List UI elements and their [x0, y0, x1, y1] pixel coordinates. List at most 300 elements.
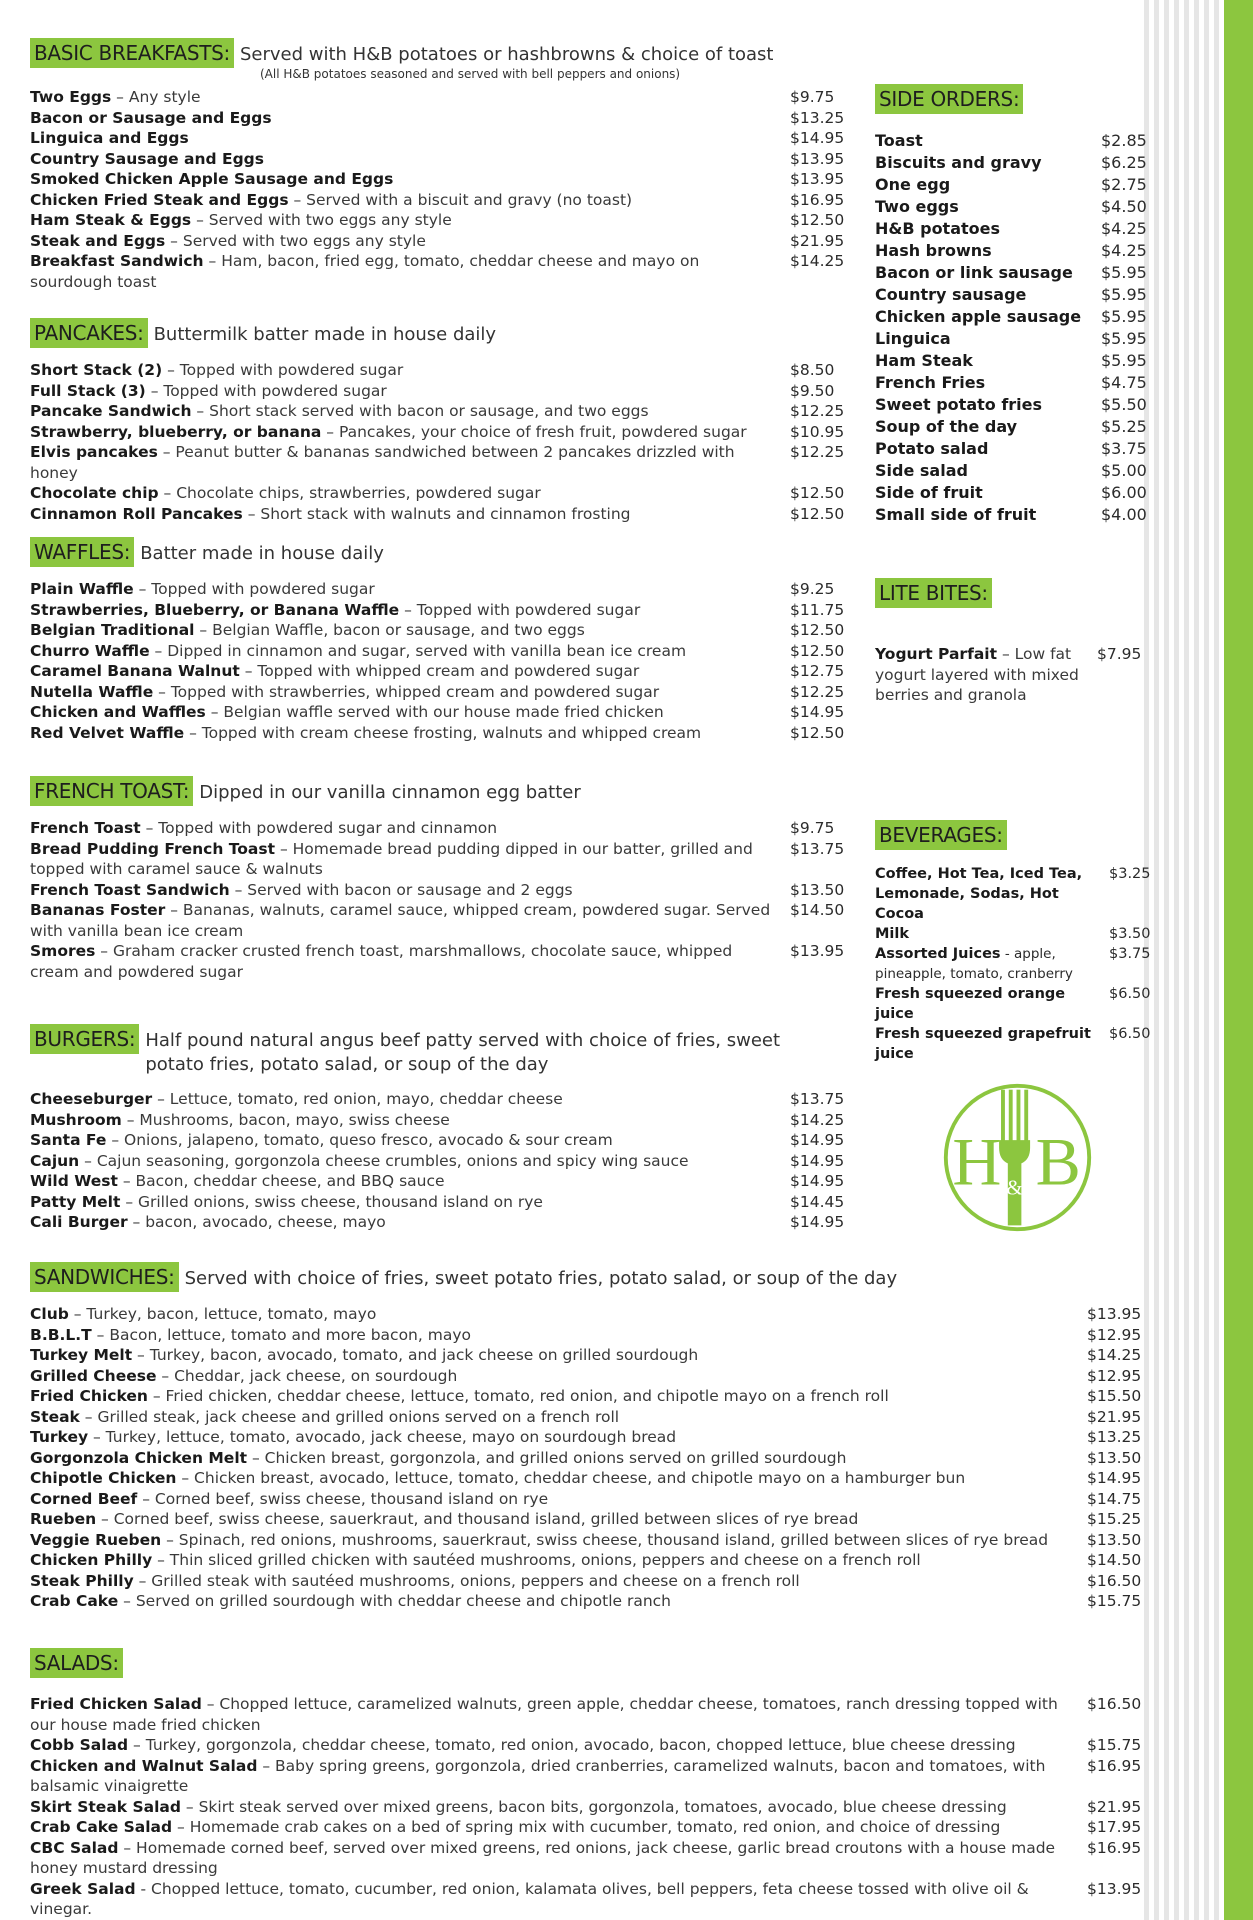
item-description: – Peanut butter & bananas sandwiched between 2 pancakes drizzled with honey	[30, 443, 735, 482]
menu-item	[30, 422, 848, 443]
item-text	[875, 924, 1095, 944]
item-description: – Chocolate chips, strawberries, powdered sugar	[158, 484, 541, 502]
item-price: $5.50	[1101, 395, 1147, 414]
item-name: Chicken Fried Steak and Eggs	[30, 190, 289, 209]
item-description: – Belgian waffle served with our house made fried chicken	[205, 703, 664, 721]
menu-item	[30, 818, 848, 839]
item-name: Ham Steak & Eggs	[30, 211, 192, 229]
item-description: – Grilled onions, swiss cheese, thousand island on rye	[120, 1192, 543, 1211]
item-description: – Topped with powdered sugar	[145, 381, 387, 400]
item-price: $14.45	[790, 1192, 845, 1211]
menu-list	[30, 579, 848, 743]
item-price: $4.00	[1101, 505, 1147, 524]
item-name: Soup of the day	[875, 417, 1018, 436]
section-title: SALADS:	[30, 1648, 123, 1678]
item-text	[30, 190, 790, 211]
item-text	[30, 1530, 1087, 1551]
item-name: Greek Salad	[30, 1879, 136, 1898]
item-name: Club	[30, 1305, 69, 1323]
item-name: Turkey Melt	[30, 1346, 133, 1364]
menu-item	[30, 1448, 1145, 1469]
item-name: Milk	[875, 926, 910, 942]
item-price: $12.25	[790, 682, 845, 701]
item-name: Coffee, Hot Tea, Iced Tea, Lemonade, Sodas, Hot Cocoa	[875, 866, 1083, 922]
item-text	[30, 818, 790, 839]
item-text	[875, 984, 1095, 1024]
item-price: $14.95	[790, 1131, 845, 1149]
section-title: SANDWICHES:	[30, 1262, 179, 1292]
item-text	[30, 620, 790, 641]
item-name: Small side of fruit	[875, 505, 1037, 524]
item-name: Potato salad	[875, 439, 989, 458]
item-name: Nutella Waffle	[30, 682, 154, 701]
item-price: $9.25	[790, 580, 835, 598]
item-name: Grilled Cheese	[30, 1366, 157, 1385]
beverage-item	[875, 944, 1155, 984]
item-price: $16.50	[1087, 1695, 1142, 1713]
item-price: $12.50	[790, 621, 845, 639]
sandwiches-section	[30, 1262, 1145, 1612]
item-price: $12.50	[790, 504, 845, 523]
item-price: $15.75	[1087, 1592, 1142, 1610]
menu-item	[30, 1817, 1145, 1838]
item-text	[30, 251, 790, 292]
menu-item	[30, 702, 848, 723]
item-description: – Short stack served with bacon or sausage, and two eggs	[191, 402, 649, 420]
item-price: $21.95	[790, 231, 845, 250]
item-description: – Topped with powdered sugar	[133, 580, 375, 598]
section-subtitle: Served with choice of fries, sweet potato fries, potato salad, or soup of the day	[184, 1268, 898, 1289]
item-text	[30, 723, 790, 744]
item-name: Chicken and Walnut Salad	[30, 1756, 258, 1775]
item-text	[30, 1089, 790, 1110]
item-text	[30, 1345, 1087, 1366]
item-text	[30, 1130, 790, 1151]
menu-item	[30, 231, 848, 252]
item-price: $4.25	[1101, 241, 1147, 260]
item-text	[30, 1838, 1087, 1879]
item-price: $12.95	[1087, 1325, 1142, 1344]
section-subtitle: Served with H&B potatoes or hashbrowns & choice of toast	[239, 44, 774, 65]
item-name: Elvis pancakes	[30, 443, 158, 461]
menu-item	[30, 1304, 1145, 1325]
section-title: BURGERS:	[30, 1024, 139, 1054]
item-text	[30, 941, 790, 982]
item-price: $14.95	[790, 1172, 845, 1190]
item-price: $6.00	[1101, 483, 1147, 502]
item-price: $13.95	[1087, 1305, 1142, 1323]
item-description: – Cajun seasoning, gorgonzola cheese crumbles, onions and spicy wing sauce	[79, 1151, 689, 1170]
item-description: – Served on grilled sourdough with cheddar cheese and chipotle ranch	[118, 1592, 672, 1610]
item-text	[30, 1509, 1087, 1530]
menu-item	[30, 682, 848, 703]
item-description: – Grilled steak, jack cheese and grilled onions served on a french roll	[79, 1407, 620, 1426]
menu-item	[30, 1345, 1145, 1366]
item-price: $16.95	[1087, 1838, 1142, 1857]
item-description: – Chicken breast, avocado, lettuce, tomato, cheddar cheese, and chipotle mayo on a hamburger bun	[176, 1469, 966, 1487]
item-price: $9.75	[790, 88, 835, 106]
salads-section	[30, 1648, 1145, 1920]
item-description: – Turkey, bacon, lettuce, tomato, mayo	[68, 1305, 377, 1323]
menu-item	[30, 880, 848, 901]
menu-item	[30, 1509, 1145, 1530]
item-price: $13.75	[790, 1090, 845, 1108]
item-description: – Homemade corned beef, served over mixed greens, red onions, jack cheese, garlic bread croutons with a house made honey mustard dressing	[30, 1838, 1056, 1877]
item-text	[30, 401, 790, 422]
side-item	[875, 328, 1155, 350]
item-price: $12.50	[790, 211, 845, 229]
item-text	[30, 87, 790, 108]
item-name: Country Sausage and Eggs	[30, 149, 264, 168]
item-price: $13.25	[1087, 1428, 1142, 1446]
menu-item	[30, 210, 848, 231]
item-name: Smores	[30, 942, 96, 960]
item-description: – Belgian Waffle, bacon or sausage, and two eggs	[194, 621, 585, 639]
item-text	[30, 149, 790, 170]
item-name: Fried Chicken	[30, 1387, 148, 1405]
item-text	[30, 210, 790, 231]
item-name: Side of fruit	[875, 483, 983, 502]
item-text	[30, 1366, 1087, 1387]
item-price: $2.75	[1101, 175, 1147, 194]
item-text	[30, 1489, 1087, 1510]
item-price: $14.25	[1087, 1346, 1142, 1364]
item-name: Hash browns	[875, 241, 992, 260]
item-name: Caramel Banana Walnut	[30, 662, 240, 680]
item-price: $14.50	[1087, 1551, 1142, 1569]
waffles-section	[30, 537, 848, 743]
item-description: – Bananas, walnuts, caramel sauce, whipped cream, powdered sugar. Served with vanilla bean ice cream	[30, 901, 771, 940]
menu-item	[30, 1591, 1145, 1612]
item-price: $13.95	[790, 149, 845, 168]
item-text	[30, 1212, 790, 1233]
item-text	[30, 900, 790, 941]
menu-item	[30, 1797, 1145, 1818]
side-item	[875, 350, 1155, 372]
item-name: One egg	[875, 175, 951, 194]
section-title: WAFFLES:	[30, 537, 134, 567]
item-description: – Spinach, red onions, mushrooms, sauerkraut, swiss cheese, thousand island, grilled between slices of rye bread	[161, 1530, 1049, 1549]
section-title: FRENCH TOAST:	[30, 776, 193, 806]
item-text	[30, 231, 790, 252]
section-title: LITE BITES:	[875, 578, 992, 608]
item-name: Plain Waffle	[30, 580, 134, 598]
item-price: $14.25	[790, 1110, 845, 1129]
menu-item	[30, 504, 848, 525]
item-description: – Short stack with walnuts and cinnamon frosting	[242, 504, 631, 523]
item-price: $15.25	[1087, 1510, 1142, 1528]
item-description: - Chopped lettuce, tomato, cucumber, red onion, kalamata olives, bell peppers, feta cheese tossed with olive oil & vinegar.	[30, 1879, 1029, 1918]
item-name: Pancake Sandwich	[30, 402, 192, 420]
item-description: – bacon, avocado, cheese, mayo	[127, 1213, 386, 1231]
item-name: Crab Cake Salad	[30, 1818, 173, 1836]
item-price: $11.75	[790, 600, 845, 619]
menu-item	[30, 1366, 1145, 1387]
menu-item	[30, 900, 848, 941]
item-description: – Served with bacon or sausage and 2 eggs	[229, 880, 573, 899]
item-description: – Ham, bacon, fried egg, tomato, cheddar cheese and mayo on sourdough toast	[30, 252, 700, 291]
item-text	[30, 128, 790, 149]
item-name: Sweet potato fries	[875, 395, 1043, 414]
item-name: B.B.L.T	[30, 1325, 92, 1344]
item-name: Fresh squeezed grapefruit juice	[875, 1026, 1091, 1062]
menu-item	[30, 169, 848, 190]
item-name: Breakfast Sandwich	[30, 252, 204, 270]
item-description: – Bacon, cheddar cheese, and BBQ sauce	[117, 1172, 445, 1190]
item-description: – Homemade crab cakes on a bed of spring mix with cucumber, tomato, red onion, and choice of dressing	[172, 1818, 1001, 1836]
burgers-section	[30, 1024, 848, 1233]
item-price: $12.25	[790, 402, 845, 420]
side-item	[875, 196, 1155, 218]
item-description: – Served with two eggs any style	[191, 211, 452, 229]
item-price: $14.95	[790, 1213, 845, 1231]
menu-item	[30, 641, 848, 662]
item-text	[30, 1304, 1087, 1325]
item-description: - apple, pineapple, tomato, cranberry	[875, 946, 1073, 982]
menu-item	[30, 1489, 1145, 1510]
item-price: $12.25	[790, 443, 845, 461]
item-name: Toast	[875, 131, 923, 150]
item-name: Strawberries, Blueberry, or Banana Waffle	[30, 600, 400, 619]
item-name: Assorted Juices	[875, 946, 1001, 962]
item-text	[30, 702, 790, 723]
item-price: $6.50	[1109, 1026, 1151, 1042]
side-item	[875, 460, 1155, 482]
item-name: Chicken and Waffles	[30, 703, 206, 721]
item-description: – Corned beef, swiss cheese, thousand island on rye	[137, 1489, 549, 1508]
item-name: Wild West	[30, 1172, 118, 1190]
item-text	[30, 1797, 1087, 1818]
item-price: $12.50	[790, 641, 845, 660]
menu-list	[30, 1304, 1145, 1612]
item-price: $12.50	[790, 723, 845, 742]
item-price: $14.95	[1087, 1469, 1142, 1487]
section-title: BEVERAGES:	[875, 820, 1007, 850]
item-price: $8.50	[790, 361, 835, 379]
item-description: – Served with two eggs any style	[165, 231, 426, 250]
item-price: $9.50	[790, 381, 835, 400]
item-name: Corned Beef	[30, 1489, 138, 1508]
item-text	[30, 1550, 1087, 1571]
item-price: $13.50	[1087, 1448, 1142, 1467]
item-text	[30, 1407, 1087, 1428]
item-name: Bananas Foster	[30, 901, 166, 919]
item-price: $5.95	[1101, 285, 1147, 304]
side-item	[875, 262, 1155, 284]
item-text	[30, 1427, 1087, 1448]
menu-item	[30, 839, 848, 880]
side-item	[875, 372, 1155, 394]
section-title: BASIC BREAKFASTS:	[30, 38, 234, 68]
item-price: $2.85	[1101, 131, 1147, 150]
menu-list	[30, 87, 848, 292]
fork-icon	[999, 1090, 1030, 1226]
item-text	[30, 880, 790, 901]
menu-item	[30, 1130, 848, 1151]
menu-item	[30, 941, 848, 982]
item-price: $4.75	[1101, 373, 1147, 392]
menu-item	[875, 644, 1155, 706]
item-text	[30, 422, 790, 443]
item-description: – Lettuce, tomato, red onion, mayo, cheddar cheese	[152, 1090, 563, 1108]
menu-item	[30, 381, 848, 402]
lite-bites-section	[875, 578, 1155, 706]
item-text	[30, 1151, 790, 1172]
side-orders-section	[875, 84, 1155, 526]
item-text	[875, 644, 1097, 706]
item-description: – Onions, jalapeno, tomato, queso fresco, avocado & sour cream	[106, 1131, 613, 1149]
item-name: Cali Burger	[30, 1213, 128, 1231]
menu-list	[875, 644, 1155, 706]
item-text	[875, 944, 1095, 984]
menu-item	[30, 1110, 848, 1131]
item-description: – Topped with whipped cream and powdered sugar	[239, 662, 640, 680]
beverage-item	[875, 924, 1155, 944]
menu-item	[30, 1571, 1145, 1592]
menu-item	[30, 401, 848, 422]
item-description: – Cheddar, jack cheese, on sourdough	[156, 1366, 458, 1385]
menu-item	[30, 1550, 1145, 1571]
menu-item	[30, 87, 848, 108]
item-description: – Bacon, lettuce, tomato and more bacon, mayo	[91, 1325, 471, 1344]
item-text	[30, 169, 790, 190]
item-price: $13.25	[790, 108, 845, 127]
item-text	[875, 864, 1095, 924]
item-name: Fresh squeezed orange juice	[875, 986, 1066, 1022]
menu-item	[30, 190, 848, 211]
item-name: Cobb Salad	[30, 1736, 129, 1754]
item-name: Country sausage	[875, 285, 1027, 304]
item-name: Steak Philly	[30, 1571, 134, 1590]
menu-item	[30, 1212, 848, 1233]
item-price: $12.75	[790, 662, 845, 680]
section-subtitle: Dipped in our vanilla cinnamon egg batter	[199, 782, 581, 803]
item-text	[30, 682, 790, 703]
item-name: Fried Chicken Salad	[30, 1695, 202, 1713]
item-description: – Turkey, gorgonzola, cheddar cheese, tomato, red onion, avocado, bacon, chopped lettuce, blue cheese dressing	[128, 1736, 1016, 1754]
side-item	[875, 306, 1155, 328]
item-name: Chocolate chip	[30, 484, 159, 502]
item-name: Belgian Traditional	[30, 621, 195, 639]
item-text	[875, 1024, 1095, 1064]
item-text	[30, 1571, 1087, 1592]
item-description: – Pancakes, your choice of fresh fruit, powdered sugar	[321, 422, 747, 441]
item-price: $3.75	[1101, 439, 1147, 458]
item-description: – Graham cracker crusted french toast, marshmallows, chocolate sauce, whipped cream and powdered sugar	[30, 942, 733, 981]
item-name: Churro Waffle	[30, 641, 150, 660]
item-price: $5.25	[1101, 417, 1147, 436]
accent-bar	[1224, 0, 1253, 1920]
item-text	[30, 839, 790, 880]
item-name: French Toast Sandwich	[30, 880, 230, 899]
item-text	[30, 1171, 790, 1192]
item-description: – Topped with strawberries, whipped cream and powdered sugar	[153, 682, 660, 701]
item-text	[30, 1756, 1087, 1797]
item-name: H&B potatoes	[875, 219, 1001, 238]
item-description: – Baby spring greens, gorgonzola, dried cranberries, caramelized walnuts, bacon and tomatoes, with balsamic vinaigrette	[30, 1756, 1046, 1795]
beverage-item	[875, 984, 1155, 1024]
logo-letter-h: H	[952, 1124, 1002, 1200]
item-price: $15.75	[1087, 1736, 1142, 1754]
item-price: $6.50	[1109, 986, 1151, 1002]
item-name: Biscuits and gravy	[875, 153, 1042, 172]
item-description: – Topped with powdered sugar and cinnamon	[140, 819, 498, 837]
menu-item	[30, 360, 848, 381]
menu-item	[30, 579, 848, 600]
item-price: $7.95	[1097, 645, 1142, 663]
side-item	[875, 394, 1155, 416]
menu-item	[30, 620, 848, 641]
item-name: Chicken Philly	[30, 1551, 153, 1569]
menu-list	[30, 360, 848, 524]
side-item	[875, 284, 1155, 306]
menu-list	[30, 1089, 848, 1233]
beverage-item	[875, 1024, 1155, 1064]
french-toast-section	[30, 776, 848, 982]
item-name: Patty Melt	[30, 1192, 121, 1211]
item-price: $13.50	[790, 880, 845, 899]
section-subtitle: Buttermilk batter made in house daily	[153, 324, 497, 345]
logo-ampersand: &	[1006, 1175, 1023, 1200]
item-price: $16.95	[790, 190, 845, 209]
item-price: $5.95	[1101, 351, 1147, 370]
item-name: Cinnamon Roll Pancakes	[30, 504, 243, 523]
section-title: PANCAKES:	[30, 318, 148, 348]
item-price: $14.75	[1087, 1489, 1142, 1508]
item-description: – Low fat yogurt layered with mixed berries and granola	[875, 645, 1079, 704]
item-text	[30, 579, 790, 600]
item-description: – Fried chicken, cheddar cheese, lettuce, tomato, red onion, and chipotle mayo on a french roll	[147, 1387, 889, 1405]
menu-item	[30, 1407, 1145, 1428]
menu-item	[30, 1879, 1145, 1920]
item-price: $5.00	[1101, 461, 1147, 480]
item-description: – Served with a biscuit and gravy (no toast)	[288, 190, 633, 209]
item-text	[30, 1468, 1087, 1489]
side-item	[875, 416, 1155, 438]
menu-item	[30, 723, 848, 744]
menu-item	[30, 661, 848, 682]
item-description: – Thin sliced grilled chicken with sautéed mushrooms, onions, peppers and cheese on a french roll	[152, 1551, 921, 1569]
item-name: Skirt Steak Salad	[30, 1797, 181, 1816]
item-name: Full Stack (3)	[30, 381, 146, 400]
menu-item	[30, 1171, 848, 1192]
item-name: Two eggs	[875, 197, 959, 216]
item-name: Gorgonzola Chicken Melt	[30, 1448, 248, 1467]
item-price: $16.50	[1087, 1571, 1142, 1590]
item-text	[30, 641, 790, 662]
menu-item	[30, 149, 848, 170]
item-description: – Any style	[111, 88, 201, 106]
item-name: Chicken apple sausage	[875, 307, 1082, 326]
item-price: $16.95	[1087, 1756, 1142, 1775]
item-text	[30, 1817, 1087, 1838]
side-item	[875, 174, 1155, 196]
item-name: French Toast	[30, 819, 141, 837]
menu-item	[30, 1530, 1145, 1551]
item-price: $14.50	[790, 901, 845, 919]
item-name: Cajun	[30, 1151, 80, 1170]
item-name: Linguica and Eggs	[30, 129, 189, 147]
item-name: Side salad	[875, 461, 968, 480]
side-item	[875, 438, 1155, 460]
item-name: Crab Cake	[30, 1592, 119, 1610]
breakfasts-section	[30, 38, 848, 292]
item-price: $4.50	[1101, 197, 1147, 216]
item-text	[30, 108, 790, 129]
item-description: – Topped with cream cheese frosting, walnuts and whipped cream	[184, 723, 702, 742]
item-price: $13.95	[1087, 1879, 1142, 1898]
menu-item	[30, 1735, 1145, 1756]
